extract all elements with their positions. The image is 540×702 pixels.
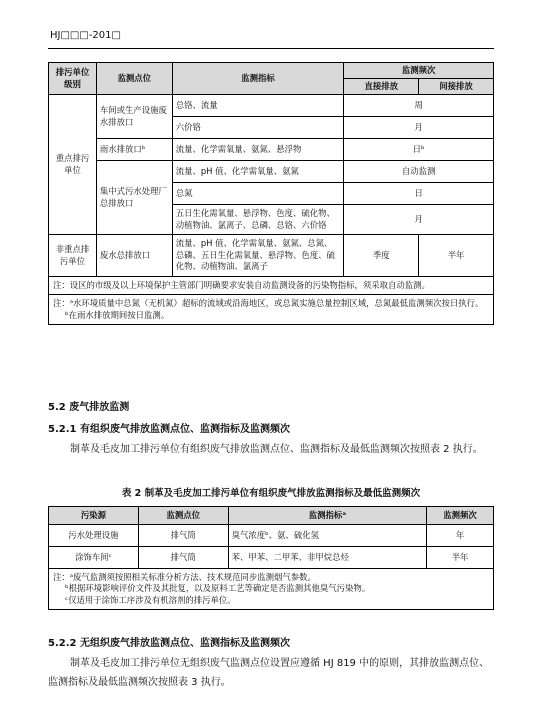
table-note xyxy=(49,295,494,325)
table-cell: 六价铬 xyxy=(172,117,344,139)
table-cell: 排气筒 xyxy=(138,525,228,547)
header-rule xyxy=(48,48,494,49)
header-unit-level: 排污单位级别 xyxy=(49,63,97,95)
header-monitor-frequency: 监测频次 xyxy=(427,507,494,525)
header-direct-discharge: 直接排放 xyxy=(344,79,419,95)
table-cell: 半年 xyxy=(427,547,494,569)
table-cell: 流量、化学需氧量、氨氮、悬浮物 xyxy=(172,139,344,161)
table-cell: 季度 xyxy=(344,235,419,277)
table-cell: 日 xyxy=(344,183,494,205)
table-cell: 涂饰车间ᶜ xyxy=(49,547,139,569)
table-cell: 臭气浓度ᵇ、氨、硫化氢 xyxy=(228,525,426,547)
table-cell: 年 xyxy=(427,525,494,547)
table-cell: 周 xyxy=(344,95,494,117)
level-nonkey-unit: 非重点排污单位 xyxy=(49,235,97,277)
note-line: ᵇ在雨水排放期间按日监测。 xyxy=(65,309,170,320)
header-indirect-discharge: 间接排放 xyxy=(419,79,494,95)
table-cell: 苯、甲苯、二甲苯、非甲烷总烃 xyxy=(228,547,426,569)
point-total-outlet: 废水总排放口 xyxy=(96,235,172,277)
note-line: ᶜ仅适用于涂饰工序涉及有机溶剂的排污单位。 xyxy=(65,594,236,605)
table-cell: 半年 xyxy=(419,235,494,277)
paragraph: 制革及毛皮加工排污单位有组织废气排放监测点位、监测指标及最低监测频次按照表 2 执行。 xyxy=(70,444,483,455)
note-line: 注：ᵃ水环境质量中总氮（无机氮）超标的流域或沿海地区，或总氮实施总量控制区域，总氮最低监测频次按日执行。 xyxy=(53,298,484,309)
header-monitor-index: 监测指标ᵃ xyxy=(228,507,426,525)
table-cell: 自动监测 xyxy=(344,161,494,183)
header-monitor-index: 监测指标 xyxy=(172,63,344,95)
header-monitor-point: 监测点位 xyxy=(96,63,172,95)
table-cell: 流量、pH 值、化学需氧量、氨氮 xyxy=(172,161,344,183)
header-pollution-source: 污染源 xyxy=(49,507,139,525)
note-line: ᵇ根据环境影响评价文件及其批复，以及原料工艺等确定是否监测其他臭气污染物。 xyxy=(65,583,371,594)
table-note: 注：设区的市级及以上环境保护主管部门明确要求安装自动监测设备的污染物指标，须采取自动监测。 xyxy=(49,277,494,295)
point-workshop-outlet: 车间或生产设施废水排放口 xyxy=(96,95,172,139)
point-central-wwtp-outlet: 集中式污水处理厂总排放口 xyxy=(96,161,172,235)
paragraph: 制革及毛皮加工排污单位无组织废气监测点位设置应遵循 HJ 819 中的原则，其排放监测点位、监测指标及最低监测频次按照表 3 执行。 xyxy=(48,658,490,688)
table-cell: 总铬、流量 xyxy=(172,95,344,117)
section-title: 5.2.1 有组织废气排放监测点位、监测指标及监测频次 xyxy=(48,424,290,435)
table-cell: 污水处理设施 xyxy=(49,525,139,547)
table-cell: 五日生化需氧量、悬浮物、色度、硫化物、动植物油、氯离子、总磷、总铬、六价铬 xyxy=(172,205,344,235)
table-cell: 总氮 xyxy=(172,183,344,205)
table-cell: 日ᵇ xyxy=(344,139,494,161)
page-header: HJ□□□-201□ xyxy=(50,30,121,41)
note-line: 注：ᵃ废气监测须按照相关标准分析方法、技术规范同步监测烟气参数。 xyxy=(53,572,316,582)
table-1 xyxy=(48,62,494,325)
table-cell: 流量、pH 值、化学需氧量、氨氮、总氮、总磷、五日生化需氧量、悬浮物、色度、硫化物、动植物油、氯离子 xyxy=(172,235,344,277)
point-rainwater-outlet: 雨水排放口ᵇ xyxy=(96,139,172,161)
section-title: 5.2 废气排放监测 xyxy=(48,402,130,413)
header-monitor-point: 监测点位 xyxy=(138,507,228,525)
header-monitor-frequency: 监测频次 xyxy=(344,63,494,79)
table-cell: 月 xyxy=(344,205,494,235)
table-note xyxy=(49,569,494,610)
table-2 xyxy=(48,506,494,610)
section-title: 5.2.2 无组织废气排放监测点位、监测指标及监测频次 xyxy=(48,638,290,649)
level-key-unit: 重点排污单位 xyxy=(49,95,97,235)
table-cell: 排气筒 xyxy=(138,547,228,569)
table-cell: 月 xyxy=(344,117,494,139)
table-caption: 表 2 制革及毛皮加工排污单位有组织废气排放监测指标及最低监测频次 xyxy=(121,488,421,499)
